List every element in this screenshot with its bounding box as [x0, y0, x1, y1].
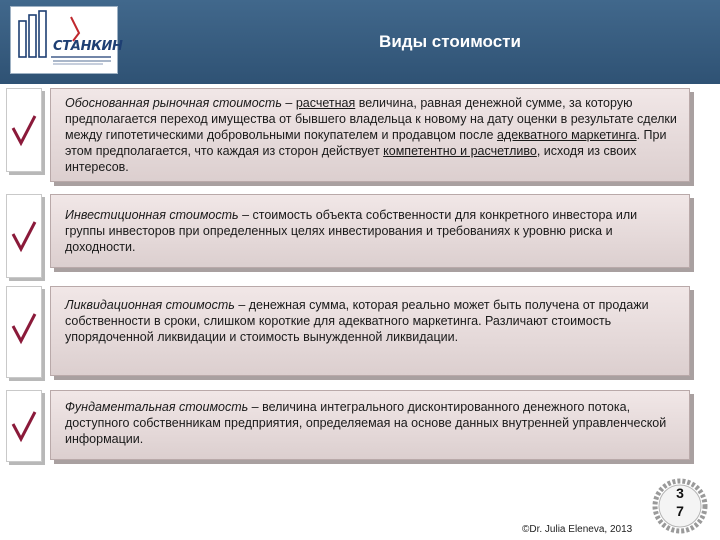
checkmark-icon: [10, 311, 38, 345]
header-bar: [0, 0, 720, 84]
check-box: [6, 390, 42, 462]
definition-text: адекватного маркетинга: [496, 128, 637, 142]
page-number: [651, 484, 709, 520]
check-box: [6, 286, 42, 378]
definition-text: . При этом предполагается, что каждая из сторон действует: [65, 128, 667, 158]
check-box: [6, 88, 42, 172]
definition-text: компетентно и расчетливо: [383, 144, 537, 158]
definition-text: расчетная: [295, 96, 356, 110]
definition-text: , исходя из своих интересов.: [65, 144, 637, 174]
page-number-digit: 3: [676, 485, 684, 501]
checkmark-icon: [10, 409, 38, 443]
footer-author: ©Dr. Julia Eleneva, 2013: [522, 524, 633, 535]
logo: [10, 6, 123, 74]
definition-card: [50, 390, 690, 460]
definition-term: Ликвидационная стоимость: [65, 298, 235, 312]
page-number-digit: 7: [676, 503, 684, 519]
definition-text: – стоимость объекта собственности для конкретного инвестора или группы инвесторов при определенных целях инвестирования и требованиях к уровню риска и доходности.: [65, 208, 638, 254]
checkmark-icon: [10, 219, 38, 253]
definition-term: Обоснованная рыночная стоимость: [65, 96, 282, 110]
definition-text: –: [281, 96, 296, 110]
checkmark-icon: [10, 113, 38, 147]
definition-text: – величина интегрального дисконтированного денежного потока, доступного собственникам предприятия, определяемая на основе данных внутренней управленческой информации.: [65, 400, 667, 446]
check-box: [6, 194, 42, 278]
page-title: Виды стоимости: [379, 32, 521, 51]
definition-text: величина, равная денежной сумме, за которую предполагается переход имущества от бывшего владельца к новому на дату оценки в результате сделки между гипотетическими добровольными покупателем и продавцом после: [65, 96, 677, 142]
definition-term: Фундаментальная стоимость: [65, 400, 249, 414]
definition-term: Инвестиционная стоимость: [65, 208, 239, 222]
definition-card: [50, 194, 690, 268]
definition-card: [50, 88, 690, 182]
definition-card: [50, 286, 690, 376]
definition-text: – денежная сумма, которая реально может быть получена от продажи собственности в сроки, слишком короткие для адекватного маркетинга. Различают стоимость упорядоченной ликвидации и стоимость вынужденной ликвидации.: [65, 298, 649, 344]
logo-text: СТАНКИН: [53, 39, 123, 54]
